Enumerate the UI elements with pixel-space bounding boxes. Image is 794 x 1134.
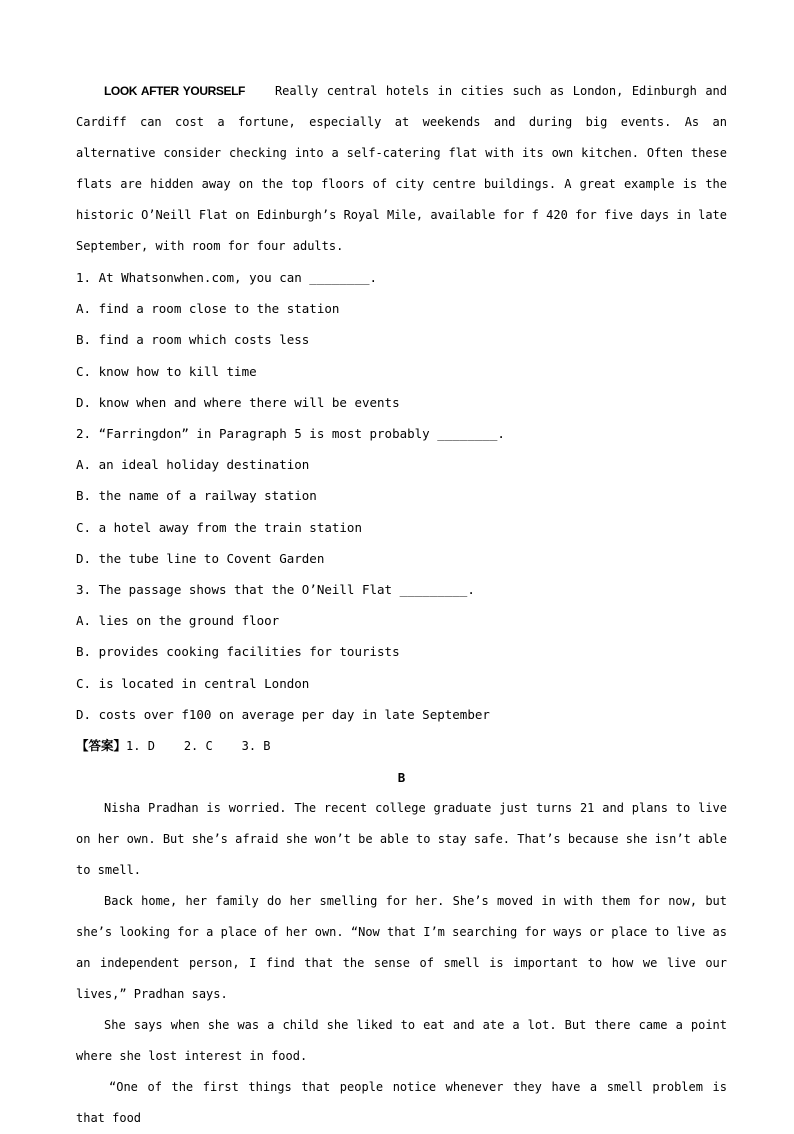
passage-a-text: Really central hotels in cities such as London, Edinburgh and Cardiff can cost a fortune, especially at weekends and during big events. As an alternative consider checking into a self-catering flat with its own kitchen. Often these flats are hidden away on the top floors of city centre buildings. A great example is the historic O’Neill Flat on Edinburgh’s Royal Mile, available for f 420 for five days in late September, with room for four adults. (76, 84, 728, 253)
question-1 (76, 262, 727, 418)
answer-label: 【答案】 (76, 738, 127, 754)
section-b-paragraph: She says when she was a child she liked to eat and ate a lot. But there came a point where she lost interest in food. (76, 1018, 727, 1064)
section-b-paragraph: Back home, her family do her smelling for her. She’s moved in with them for now, but she’s looking for a place of her own. “Now that I’m searching for ways or place to live as an independent person, I find that the sense of smell is important to how we live our lives,” Pradhan says. (76, 894, 727, 1002)
option-a: A. find a room close to the station (76, 301, 340, 317)
question-stem: 1. At Whatsonwhen.com, you can ________. (76, 270, 378, 285)
option-d: D. the tube line to Covent Garden (76, 550, 325, 566)
question-stem: 3. The passage shows that the O’Neill Flat _________. (76, 582, 475, 598)
answer-text: 1. D 2. C 3. B (126, 739, 271, 754)
option-d: D. know when and where there will be events (76, 394, 400, 410)
question-stem: 2. “Farringdon” in Paragraph 5 is most probably ________. (76, 426, 505, 442)
section-b-title: B (397, 770, 406, 786)
document-page (76, 76, 727, 1134)
passage-a-paragraph (76, 76, 727, 262)
option-a: A. lies on the ground floor (76, 613, 280, 629)
section-b-paragraph: Nisha Pradhan is worried. The recent college graduate just turns 21 and plans to live on her own. But she’s afraid she won’t be able to stay safe. That’s because she isn’t able to smell. (76, 801, 727, 878)
option-b: B. the name of a railway station (76, 488, 317, 504)
question-3 (76, 574, 727, 730)
option-c: C. know how to kill time (76, 363, 257, 379)
option-c: C. a hotel away from the train station (76, 519, 362, 535)
question-2 (76, 418, 727, 574)
option-d: D. costs over f100 on average per day in late September (76, 706, 490, 722)
section-b-paragraph: “One of the first things that people notice whenever they have a smell problem is that food (76, 1080, 727, 1126)
option-a: A. an ideal holiday destination (76, 457, 310, 473)
answer-key (76, 730, 727, 762)
passage-a-heading: LOOK AFTER YOURSELF (104, 84, 245, 98)
option-c: C. is located in central London (76, 675, 310, 691)
option-b: B. find a room which costs less (76, 332, 310, 348)
option-b: B. provides cooking facilities for tourists (76, 644, 400, 660)
